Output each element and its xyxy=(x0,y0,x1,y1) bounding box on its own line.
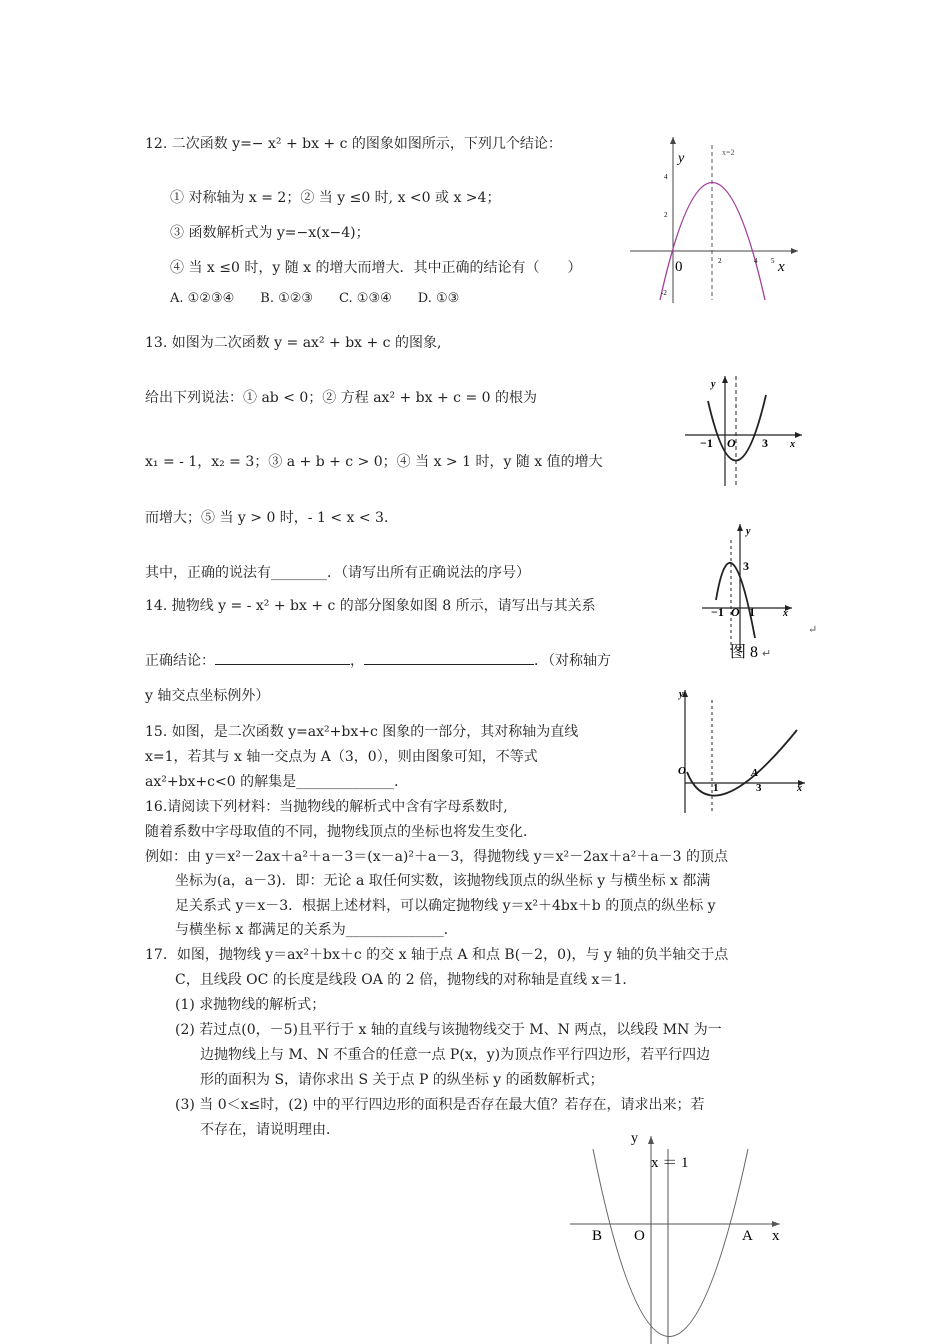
q12-tick: 4 xyxy=(664,173,668,181)
q14-tick-1: 1 xyxy=(749,605,755,619)
q13-tick-3: 3 xyxy=(762,436,768,450)
q17-x-label: x xyxy=(772,1228,780,1244)
q14-line-3: y 轴交点坐标例外） xyxy=(145,688,270,704)
q12-statement-4: ④ 当 x ≤0 时，y 随 x 的增大而增大．其中正确的结论有（ ） xyxy=(170,260,582,276)
q15-tick-1: 1 xyxy=(713,782,719,794)
q17-part-2-line-2: 边抛物线上与 M、N 不重合的任意一点 P(x，y)为顶点作平行四边形，若平行四边 xyxy=(200,1047,711,1063)
q12-tick: 4 xyxy=(754,257,758,265)
q17-figure xyxy=(565,1124,805,1344)
q12-x-label: x xyxy=(778,259,785,275)
q13-x-label: x xyxy=(790,439,795,450)
q14-tick-3: 3 xyxy=(743,559,749,573)
q15-figure xyxy=(665,685,815,815)
q14-answer-suffix: ．（对称轴方 xyxy=(534,653,611,669)
q12-statement-1-2: ① 对称轴为 x = 2；② 当 y ≤0 时, x <0 或 x >4； xyxy=(170,190,501,206)
q13-line-2: 给出下列说法：① ab < 0；② 方程 ax² + bx + c = 0 的根为 xyxy=(145,390,537,406)
q14-origin: O xyxy=(731,605,740,619)
q16-line-5: 足关系式 y＝x－3．根据上述材料，可以确定抛物线 y＝x²＋4bx＋b 的顶点的纵坐标 y xyxy=(175,898,716,914)
q12-tick: 2 xyxy=(664,211,668,219)
q12-stem: 12. 二次函数 y=− x² + bx + c 的图象如图所示，下列几个结论： xyxy=(145,136,562,152)
q16-line-6: 与横坐标 x 都满足的关系为______________． xyxy=(175,922,458,938)
q14-answer-separator: ， xyxy=(350,653,364,669)
q15-tick-3: 3 xyxy=(756,782,762,794)
q16-line-1: 16.请阅读下列材料：当抛物线的解析式中含有字母系数时, xyxy=(145,799,508,815)
q15-point-a: A xyxy=(751,767,759,779)
q12-tick: -2 xyxy=(661,289,667,297)
q17-axis-label: x ＝ 1 xyxy=(651,1155,689,1171)
q17-part-1: (1) 求抛物线的解析式； xyxy=(175,997,326,1013)
q12-tick: 5 xyxy=(771,257,775,265)
q13-line-3: x₁ = - 1，x₂ = 3；③ a + b + c > 0；④ 当 x > 1 时，y 随 x 值的增大 xyxy=(145,454,603,470)
q14-x-label: x xyxy=(783,608,788,619)
q16-line-2: 随着系数中字母取值的不同，抛物线顶点的坐标也将发生变化． xyxy=(145,824,537,840)
q13-tick-neg1: −1 xyxy=(700,436,713,450)
q13-figure xyxy=(680,373,810,488)
q16-line-4: 坐标为(a，a－3)．即：无论 a 取任何实数，该抛物线顶点的纵坐标 y 与横坐标 x 都满 xyxy=(175,873,711,889)
q17-part-2-line-1: (2) 若过点(0，－5)且平行于 x 轴的直线与该抛物线交于 M、N 两点，以线段 MN 为一 xyxy=(175,1022,722,1038)
q17-y-label: y xyxy=(631,1131,638,1146)
q13-origin: O xyxy=(727,436,736,450)
q13-y-label: y xyxy=(711,379,716,390)
q12-y-label: y xyxy=(678,151,685,166)
q12-statement-3: ③ 函数解析式为 y=−x(x−4)； xyxy=(170,225,370,241)
q15-line-3: ax²+bx+c<0 的解集是______________． xyxy=(145,774,409,790)
q14-answer-blank-2[interactable] xyxy=(364,650,534,665)
q14-answer-prefix: 正确结论： xyxy=(145,653,215,669)
q16-line-3: 例如：由 y＝x²－2ax＋a²＋a－3＝(x－a)²＋a－3，得抛物线 y＝x²－2ax＋a²＋a－3 的顶点 xyxy=(145,849,728,865)
q15-stem: 15. 如图，是二次函数 y=ax²+bx+c 图象的一部分，其对称轴为直线 xyxy=(145,724,579,740)
q17-line-1: 17．如图，抛物线 y＝ax²＋bx＋c 的交 x 轴于点 A 和点 B(－2，0)，与 y 轴的负半轴交于点 xyxy=(145,947,729,963)
q15-x-label: x xyxy=(797,783,802,794)
q13-stem: 13. 如图为二次函数 y = ax² + bx + c 的图象, xyxy=(145,335,442,351)
q13-line-4: 而增大；⑤ 当 y > 0 时，- 1 < x < 3． xyxy=(145,510,398,526)
q15-y-label: y xyxy=(679,689,684,700)
q14-answer-line xyxy=(145,650,611,671)
q12-axis-label: x=2 xyxy=(722,148,735,157)
q14-stem: 14. 抛物线 y = - x² + bx + c 的部分图象如图 8 所示，请写出与其关系 xyxy=(145,598,596,614)
q14-y-label: y xyxy=(746,526,751,537)
q14-answer-blank-1[interactable] xyxy=(215,650,350,665)
q17-point-a: A xyxy=(742,1228,753,1244)
q17-line-2: C，且线段 OC 的长度是线段 OA 的 2 倍，抛物线的对称轴是直线 x＝1． xyxy=(175,972,637,988)
q15-line-2: x=1，若其与 x 轴一交点为 A（3，0），则由图象可知，不等式 xyxy=(145,749,538,765)
q12-tick: 2 xyxy=(718,257,722,265)
q14-return-mark-2: ↵ xyxy=(808,623,818,636)
q17-origin: O xyxy=(634,1228,645,1244)
q17-part-3-line-2: 不存在，请说明理由． xyxy=(200,1122,340,1138)
q13-line-5: 其中，正确的说法有________．（请写出所有正确说法的序号） xyxy=(145,565,530,581)
q15-origin: O xyxy=(678,765,686,777)
q12-figure xyxy=(630,135,800,305)
q12-origin: 0 xyxy=(675,259,683,275)
q14-tick-neg1: −1 xyxy=(711,605,724,619)
q14-figure xyxy=(700,520,810,660)
q14-caption: 图 8 xyxy=(730,644,759,661)
q12-options: A. ①②③④ B. ①②③ C. ①③④ D. ①③ xyxy=(170,291,460,306)
q17-part-2-line-3: 形的面积为 S，请你求出 S 关于点 P 的纵坐标 y 的函数解析式； xyxy=(200,1072,604,1088)
q17-point-b: B xyxy=(592,1228,603,1244)
q17-part-3-line-1: (3) 当 0＜x≤时，(2) 中的平行四边形的面积是否存在最大值？若存在，请求出来；若 xyxy=(175,1097,705,1113)
q14-return-mark: ↵ xyxy=(762,648,772,660)
